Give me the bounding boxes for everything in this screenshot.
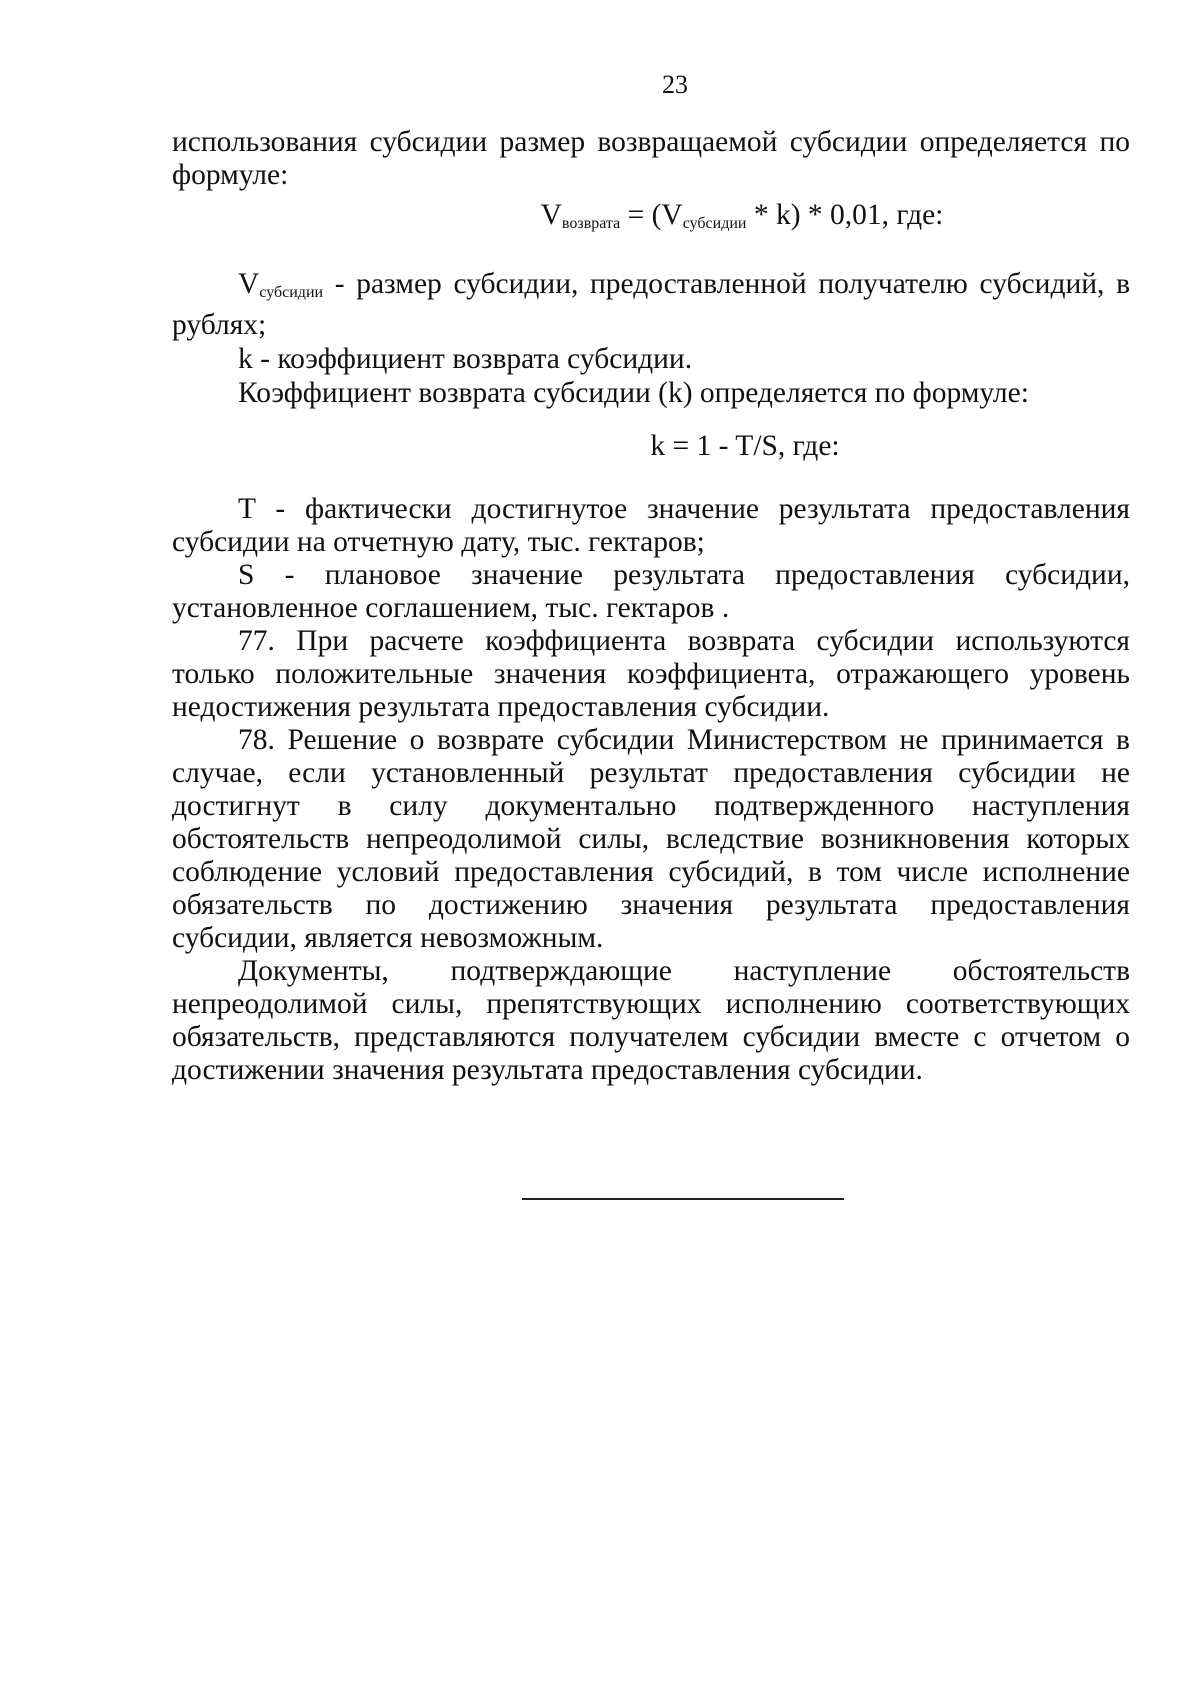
end-divider <box>522 1198 844 1200</box>
document-body <box>172 126 1130 1087</box>
definition-s: S - плановое значение результата предоставления субсидии, установленное соглашением, тыс. гектаров . <box>172 559 1130 624</box>
formula-v-symbol: V <box>540 199 562 231</box>
definition-v-symbol: V <box>238 268 260 300</box>
paragraph-documents: Документы, подтверждающие наступление обстоятельств непреодолимой силы, препятствующих исполнению соответствующих обязательств, представляются получателем субсидии вместе с отчетом о достижении значения результата предоставления субсидии. <box>172 955 1130 1086</box>
definition-v-text: - размер субсидии, предоставленной получателю субсидий, в рублях; <box>172 268 1130 341</box>
definition-v-subscript: субсидии <box>259 284 324 301</box>
coefficient-intro: Коэффициент возврата субсидии (k) определяется по формуле: <box>238 377 1029 409</box>
formula-tail: * k) * 0,01, где: <box>746 199 944 231</box>
intro-paragraph: использования субсидии размер возвращаемой субсидии определяется по формуле: <box>172 126 1130 191</box>
refund-formula <box>172 199 1130 240</box>
formula-middle: = (V <box>620 199 683 231</box>
formula-subsidy-subscript: субсидии <box>682 215 747 232</box>
definition-v <box>172 268 1130 342</box>
formula-v-subscript: возврата <box>561 215 621 232</box>
coefficient-formula: k = 1 - T/S, где: <box>650 430 840 462</box>
definition-t: T - фактически достигнутое значение результата предоставления субсидии на отчетную дату, тыс. гектаров; <box>172 493 1130 558</box>
paragraph-77: 77. При расчете коэффициента возврата субсидии используются только положительные значения коэффициента, отражающего уровень недостижения результата предоставления субсидии. <box>172 625 1130 723</box>
definition-k: k - коэффициент возврата субсидии. <box>238 343 693 375</box>
page-number: 23 <box>662 70 688 99</box>
paragraph-78: 78. Решение о возврате субсидии Министерством не принимается в случае, если установленный результат предоставления субсидии не достигнут в силу документально подтвержденного наступления обстоятельств непреодолимой силы, вследствие возникновения которых соблюдение условий предоставления субсидий, в том числе исполнение обязательств по достижению значения результата предоставления субсидии, является невозможным. <box>172 724 1130 954</box>
